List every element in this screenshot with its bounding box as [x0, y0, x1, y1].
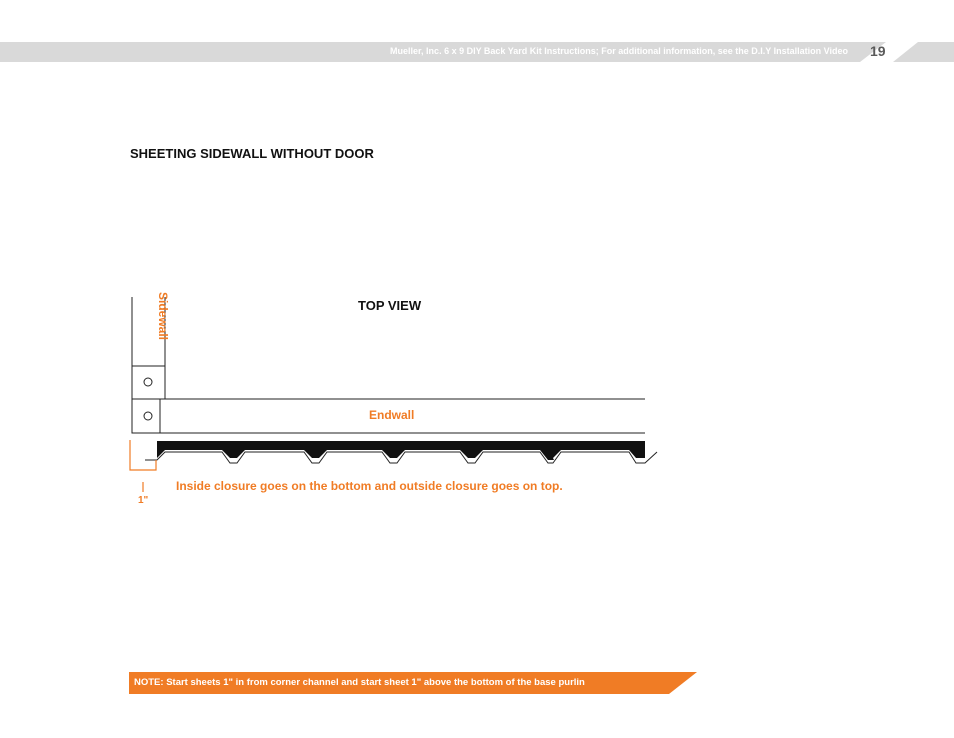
note-text: NOTE: Start sheets 1" in from corner channel and start sheet 1" above the bottom of the base purlin [134, 677, 585, 688]
corner-box-lower [132, 399, 160, 433]
endwall-label: Endwall [369, 408, 415, 422]
header-title: Mueller, Inc. 6 x 9 DIY Back Yard Kit Instructions; For additional information, see the D.I.Y Installation Video [390, 46, 848, 56]
offset-label: 1" [138, 495, 149, 506]
bolt-hole-upper [144, 378, 152, 386]
offset-bracket [130, 440, 156, 470]
closure-note: Inside closure goes on the bottom and outside closure goes on top. [176, 479, 563, 493]
section-title: SHEETING SIDEWALL WITHOUT DOOR [130, 146, 374, 161]
sidewall-label: Sidewall [156, 292, 170, 341]
top-view-label: TOP VIEW [358, 298, 422, 313]
corner-box-upper [132, 366, 165, 399]
page-number: 19 [870, 43, 886, 59]
bolt-hole-lower [144, 412, 152, 420]
